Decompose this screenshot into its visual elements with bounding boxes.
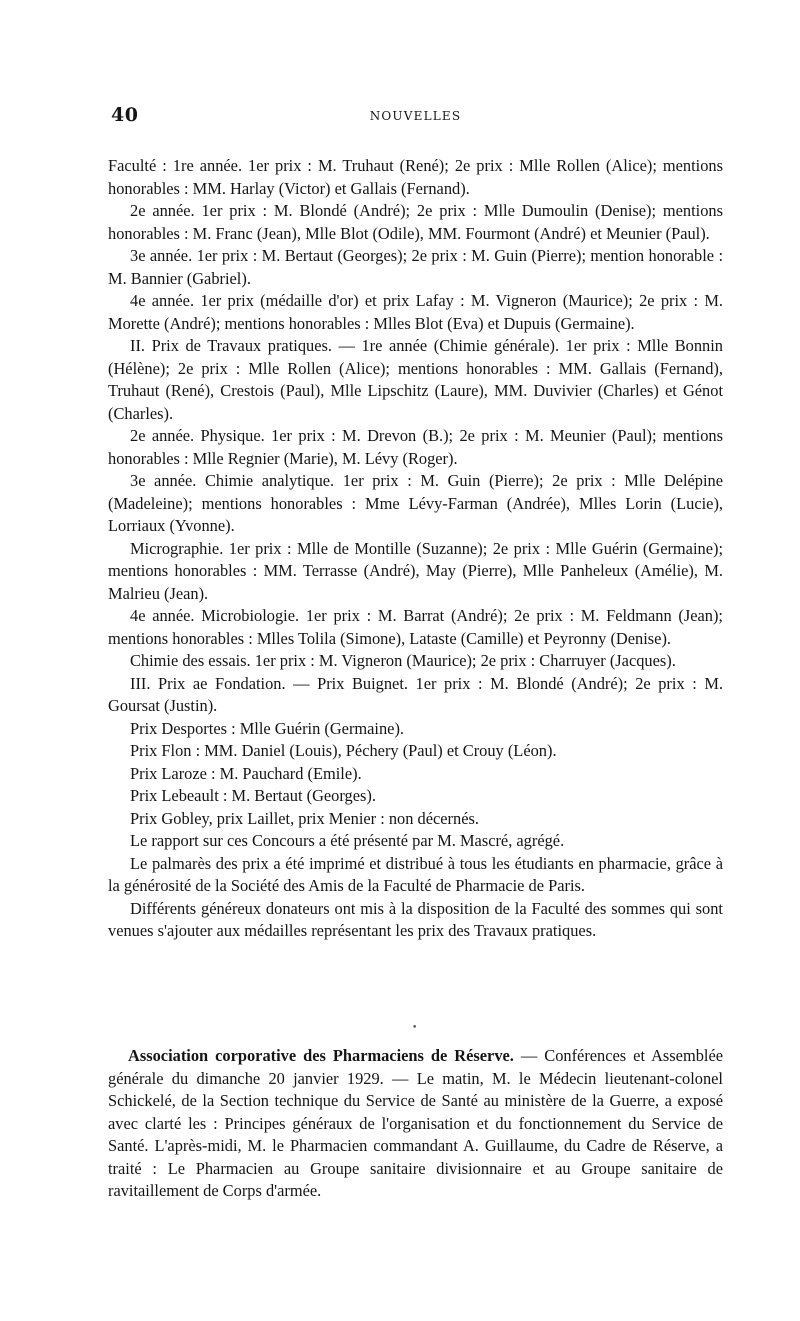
paragraph: 2e année. Physique. 1er prix : M. Drevon (B.); 2e prix : M. Meunier (Paul); mentions honorables : Mlle Regnier (Marie), M. Lévy (Roger).: [108, 426, 723, 468]
association-text: — Conférences et Assemblée générale du dimanche 20 janvier 1929. — Le matin, M. le Médecin lieutenant-colonel Schickelé, de la Section technique du Service de Santé au ministère de la Guerre, a exposé avec clarté les : Principes généraux de l'organisation et du fonctionnement du Service de Santé. L'après-midi, M. le Pharmacien commandant A. Guillaume, du Cadre de Réserve, a traité : Le Pharmacien au Groupe sanitaire divisionnaire et au Groupe sanitaire de ravitaillement de Corps d'armée.: [108, 1046, 723, 1200]
paragraph: 4e année. 1er prix (médaille d'or) et prix Lafay : M. Vigneron (Maurice); 2e prix : M. Morette (André); mentions honorables : Mlles Blot (Eva) et Dupuis (Germaine).: [108, 291, 723, 333]
paragraph: Prix Gobley, prix Laillet, prix Menier : non décernés.: [130, 808, 479, 828]
paragraph: Le palmarès des prix a été imprimé et distribué à tous les étudiants en pharmacie, grâce à la générosité de la Société des Amis de la Faculté de Pharmacie de Paris.: [108, 853, 723, 895]
running-title: NOUVELLES: [369, 109, 462, 123]
paragraph: II. Prix de Travaux pratiques. — 1re année (Chimie générale). 1er prix : Mlle Bonnin (Hélène); 2e prix : Mlle Rollen (Alice); mentions honorables : MM. Gallais (Fernand), Truhaut (René), Crestois (Paul), Mlle Lipschitz (Laure), MM. Duvivier (Charles) et Génot (Charles).: [108, 336, 723, 423]
paragraph: Prix Laroze : M. Pauchard (Emile).: [130, 763, 362, 783]
page-header: [108, 104, 723, 130]
paragraph: 3e année. 1er prix : M. Bertaut (Georges); 2e prix : M. Guin (Pierre); mention honorable : M. Bannier (Gabriel).: [108, 246, 723, 288]
paragraph: Le rapport sur ces Concours a été présenté par M. Mascré, agrégé.: [130, 831, 565, 850]
paragraph: Prix Desportes : Mlle Guérin (Germaine).: [130, 718, 405, 738]
paragraph: Chimie des essais. 1er prix : M. Vigneron (Maurice); 2e prix : Charruyer (Jacques).: [130, 651, 676, 670]
article-body: [108, 155, 723, 943]
paragraph: Faculté : 1re année. 1er prix : M. Truhaut (René); 2e prix : Mlle Rollen (Alice); mentions honorables : MM. Harlay (Victor) et Gallais (Fernand).: [108, 156, 723, 198]
paragraph: Micrographie. 1er prix : Mlle de Montille (Suzanne); 2e prix : Mlle Guérin (Germaine); mentions honorables : MM. Terrasse (André), May (Pierre), Mlle Panheleux (Amélie), M. Malrieu (Jean).: [108, 538, 723, 603]
page-number: 40: [111, 104, 139, 126]
paragraph: 2e année. 1er prix : M. Blondé (André); 2e prix : Mlle Dumoulin (Denise); mentions honorables : M. Franc (Jean), Mlle Blot (Odile), MM. Fourmont (André) et Meunier (Paul).: [108, 201, 723, 243]
paragraph: 4e année. Microbiologie. 1er prix : M. Barrat (André); 2e prix : M. Feldmann (Jean); mentions honorables : Mlles Tolila (Simone), Lataste (Camille) et Peyronny (Denise).: [108, 606, 723, 648]
paragraph: Prix Lebeault : M. Bertaut (Georges).: [130, 786, 376, 805]
association-section: [108, 1045, 723, 1203]
association-paragraph: [108, 1045, 723, 1203]
paragraph: III. Prix ae Fondation. — Prix Buignet. 1er prix : M. Blondé (André); 2e prix : M. Goursat (Justin).: [108, 673, 723, 715]
paragraph: Prix Flon : MM. Daniel (Louis), Péchery (Paul) et Crouy (Léon).: [130, 741, 557, 760]
section-separator: •: [412, 1023, 418, 1033]
paragraph: 3e année. Chimie analytique. 1er prix : M. Guin (Pierre); 2e prix : Mlle Delépine (Madeleine); mentions honorables : Mme Lévy-Farman (Andrée), Mlles Lorin (Lucie), Lorriaux (Yvonne).: [108, 471, 723, 535]
paragraph: Différents généreux donateurs ont mis à la disposition de la Faculté des sommes qui sont venues s'ajouter aux médailles représentant les prix des Travaux pratiques.: [108, 898, 723, 940]
association-title: Association corporative des Pharmaciens de Réserve.: [128, 1046, 514, 1065]
